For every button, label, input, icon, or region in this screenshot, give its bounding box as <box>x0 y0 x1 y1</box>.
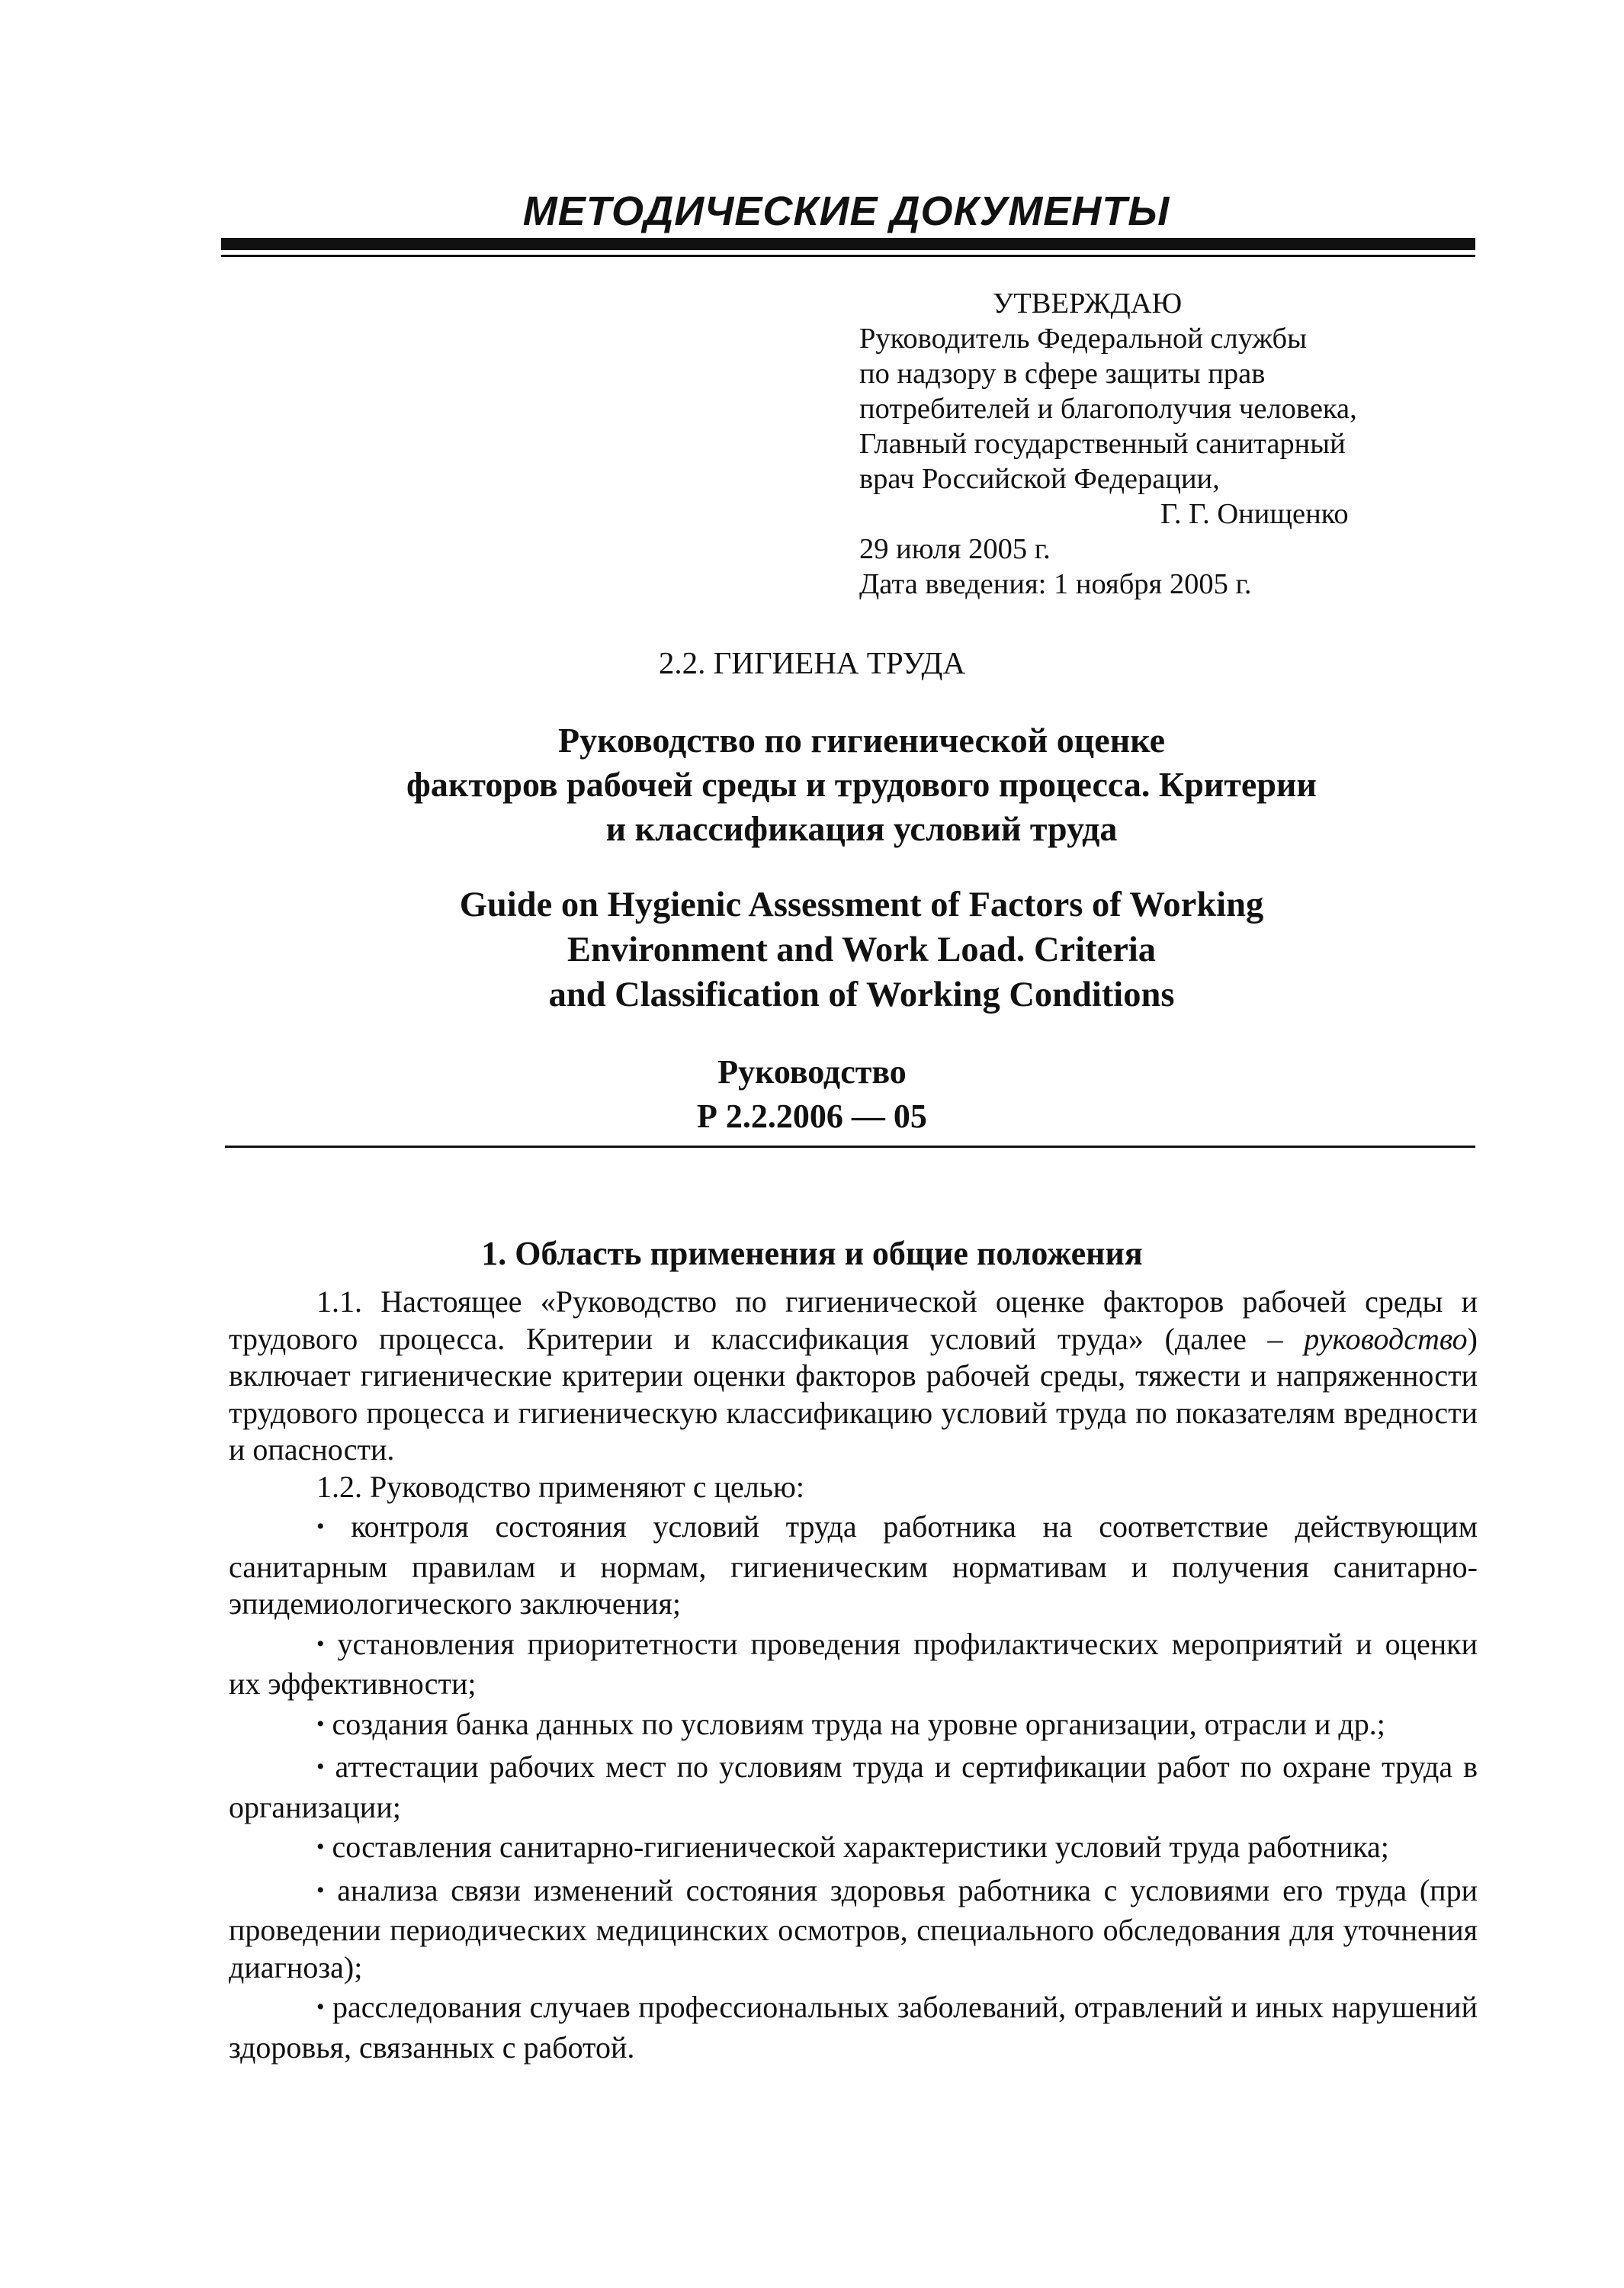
approval-heading: УТВЕРЖДАЮ <box>993 288 1183 320</box>
list-item-text: установления приоритетности проведения профилактических мероприятий и оценки их эффективности; <box>229 1626 1478 1701</box>
document-type <box>0 1050 1624 1139</box>
title-en-line: Environment and Work Load. Criteria <box>566 930 1157 969</box>
approval-line: Руководитель Федеральной службы <box>859 323 1308 355</box>
list-item <box>229 1706 1478 1747</box>
approval-line: потребителей и благополучия человека, <box>859 393 1357 425</box>
series-title: МЕТОДИЧЕСКИЕ ДОКУМЕНТЫ <box>522 188 1170 234</box>
document-type-label: Руководство <box>717 1053 907 1091</box>
list-item-text: составления санитарно-гигиенической характеристики условий труда работника; <box>332 1830 1389 1864</box>
bullet-icon: • <box>316 1994 325 2020</box>
list-item-text: контроля состояния условий труда работника на соответствие действующим санитарным правилам и нормам, гигиеническим нормативам и получения санитарно-эпидемиологического заключения; <box>229 1509 1478 1621</box>
paragraph-1-1 <box>229 1284 1478 1469</box>
title-ru-line: и классификация условий труда <box>605 809 1118 848</box>
document-title-ru <box>198 718 1525 851</box>
bullet-icon: • <box>316 1877 325 1903</box>
introduction-date: Дата введения: 1 ноября 2005 г. <box>859 568 1252 600</box>
bullet-icon: • <box>316 1834 325 1859</box>
document-number: Р 2.2.2006 — 05 <box>697 1097 927 1135</box>
approval-line: врач Российской Федерации, <box>859 463 1220 495</box>
section-code: 2.2. ГИГИЕНА ТРУДА <box>658 645 966 680</box>
approval-date: 29 июля 2005 г. <box>859 533 1051 565</box>
section-1-heading: 1. Область применения и общие положения <box>481 1235 1143 1272</box>
list-item <box>229 1509 1478 1623</box>
list-item <box>229 1626 1478 1703</box>
signatory-name: Г. Г. Онищенко <box>1160 498 1349 530</box>
header-thick-rule <box>221 238 1475 250</box>
title-ru-line: факторов рабочей среды и трудового процесса. Критерии <box>406 765 1317 804</box>
list-item <box>229 1829 1478 1869</box>
bullet-icon: • <box>316 1514 325 1539</box>
document-title-en <box>198 882 1525 1017</box>
bullet-icon: • <box>316 1631 325 1657</box>
list-item-text: анализа связи изменений состояния здоровья работника с условиями его труда (при проведении периодических медицинских осмотров, специального обследования для уточнения диагноза); <box>229 1872 1478 1984</box>
list-item <box>229 1872 1478 1987</box>
p1-defined-term: руководство <box>1304 1321 1468 1356</box>
title-en-line: and Classification of Working Conditions <box>548 975 1175 1014</box>
bullet-icon: • <box>316 1711 325 1737</box>
header-thin-rule <box>221 255 1475 257</box>
p1-text-tail: ) включает гигиенические критерии оценки факторов рабочей среды, тяжести и напряженности трудового процесса и гигиеническую классификацию условий труда по показателям вредности и опасности. <box>229 1321 1478 1467</box>
list-item-text: создания банка данных по условиям труда на уровне организации, отрасли и др.; <box>332 1706 1385 1741</box>
title-ru-line: Руководство по гигиенической оценке <box>557 721 1165 760</box>
title-en-line: Guide on Hygienic Assessment of Factors of Working <box>459 885 1264 924</box>
paragraph-1-2: 1.2. Руководство применяют с целью: <box>316 1469 804 1504</box>
approval-line: Главный государственный санитарный <box>859 428 1346 460</box>
bullet-icon: • <box>316 1754 325 1779</box>
divider-rule <box>225 1146 1475 1148</box>
list-item-text: расследования случаев профессиональных заболеваний, отравлений и иных нарушений здоровья, связанных с работой. <box>229 1990 1478 2065</box>
list-item-text: аттестации рабочих мест по условиям труда и сертификации работ по охране труда в организации; <box>229 1750 1478 1824</box>
approval-block <box>859 286 1484 602</box>
p1-text: 1.1. Настоящее «Руководство по гигиенической оценке факторов рабочей среды и трудового процесса. Критерии и классификация условий труда» (далее – <box>229 1284 1478 1356</box>
list-item <box>229 1749 1478 1826</box>
section-1-body <box>229 1284 1478 2066</box>
approval-line: по надзору в сфере защиты прав <box>859 358 1266 390</box>
list-item <box>229 1989 1478 2066</box>
